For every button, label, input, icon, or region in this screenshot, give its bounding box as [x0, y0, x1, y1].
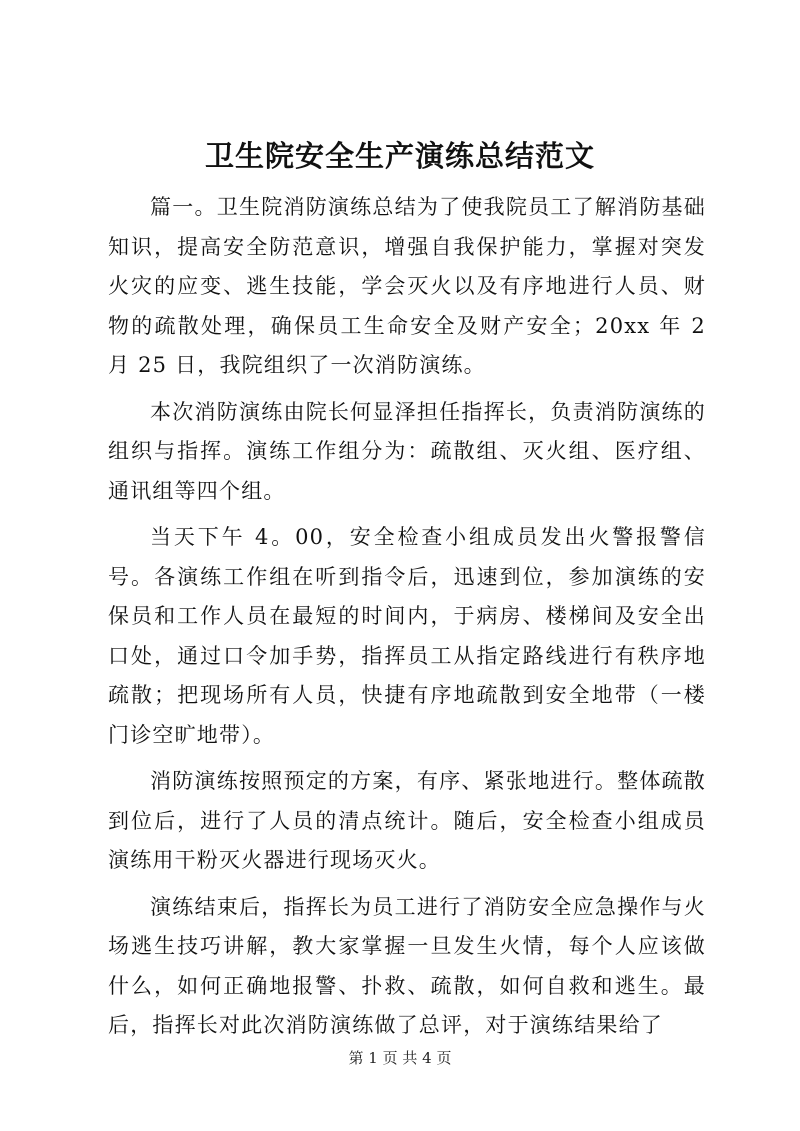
- paragraph: 篇一。卫生院消防演练总结为了使我院员工了解消防基础知识，提高安全防范意识，增强自我保护能力，掌握对突发火灾的应变、逃生技能，学会灭火以及有序地进行人员、财物的疏散处理，确保员工生命安全及财产安全；20xx 年 2 月 25 日，我院组织了一次消防演练。: [108, 195, 706, 377]
- document-title: 卫生院安全生产演练总结范文: [204, 139, 595, 173]
- paragraph: 本次消防演练由院长何显泽担任指挥长，负责消防演练的组织与指挥。演练工作组分为：疏散组、灭火组、医疗组、通讯组等四个组。: [108, 399, 706, 503]
- paragraph: 当天下午 4。00，安全检查小组成员发出火警报警信号。各演练工作组在听到指令后，迅速到位，参加演练的安保员和工作人员在最短的时间内，于病房、楼梯间及安全出口处，通过口令加手势，指挥员工从指定路线进行有秩序地疏散；把现场所有人员，快捷有序地疏散到安全地带（一楼门诊空旷地带）。: [108, 525, 706, 747]
- document-body: [108, 188, 706, 1053]
- paragraph: 消防演练按照预定的方案，有序、紧张地进行。整体疏散到位后，进行了人员的清点统计。随后，安全检查小组成员演练用干粉灭火器进行现场灭火。: [108, 769, 706, 872]
- paragraph: 演练结束后，指挥长为员工进行了消防安全应急操作与火场逃生技巧讲解，教大家掌握一旦发生火情，每个人应该做什么，如何正确地报警、扑救、疏散，如何自救和逃生。最后，指挥长对此次消防演练做了总评，对于演练结果给了: [108, 894, 706, 1037]
- page-footer: 第 1 页 共 4 页: [348, 1049, 452, 1067]
